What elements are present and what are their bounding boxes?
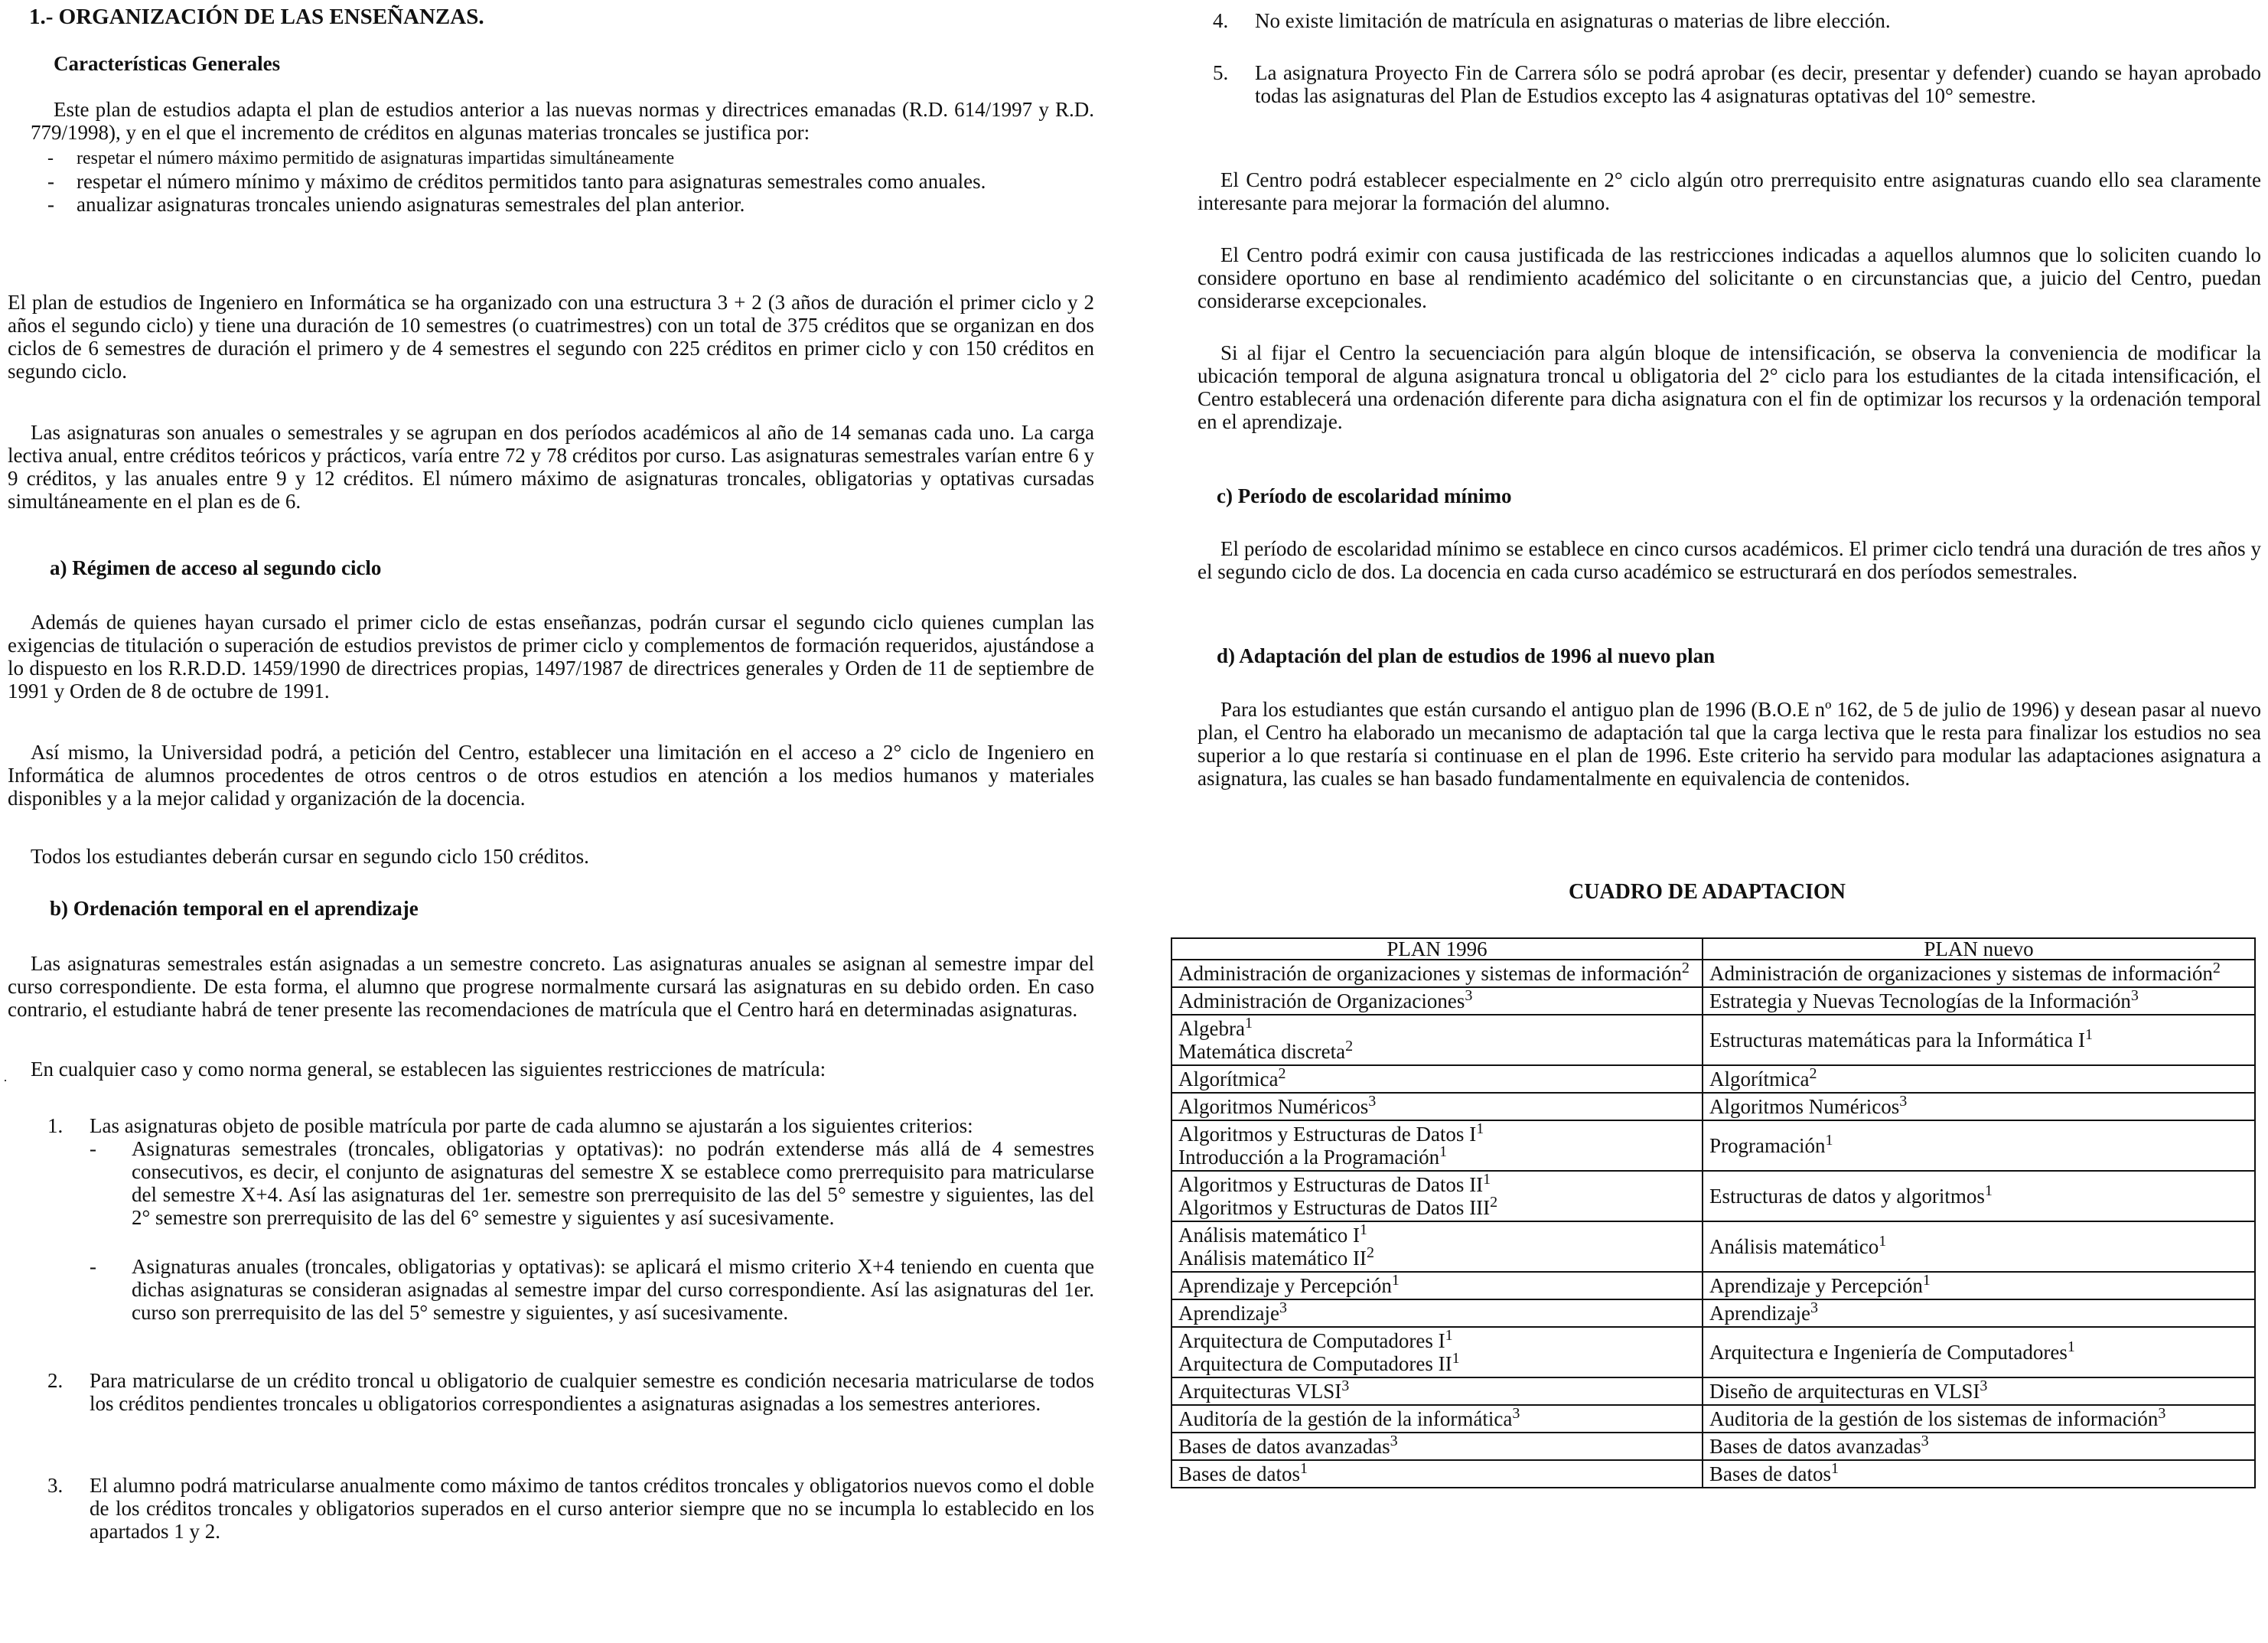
rule-text: No existe limitación de matrícula en asignaturas o materias de libre elección. — [1255, 9, 1891, 32]
column-header-old-plan: PLAN 1996 — [1171, 938, 1703, 960]
new-plan-cell — [1703, 1120, 2255, 1171]
scan-mark: · — [3, 1073, 8, 1088]
footnote-marker: 1 — [1445, 1327, 1453, 1344]
subject-entry — [1178, 1274, 1696, 1297]
rule-number: 5. — [1213, 61, 1229, 84]
subject-entry — [1178, 1196, 1696, 1219]
subject-name: Matemática discreta — [1178, 1040, 1346, 1063]
subject-entry — [1178, 1017, 1696, 1040]
old-plan-cell — [1171, 1171, 1703, 1221]
subject-entry — [1709, 1095, 2248, 1118]
temporal-paragraph-1: Las asignaturas semestrales están asignadas a un semestre concreto. Las asignaturas anuales se asignan al semestre impar del curso correspondiente. De esta forma, el alumno que progrese normalmente cursará las asignaturas en su debido orden. En caso contrario, el estudiante habrá de tener presente las recomendaciones de matrícula que el Centro hará en determinadas asignaturas. — [8, 952, 1094, 1021]
subject-entry — [1178, 1221, 1696, 1247]
subject-entry — [1178, 1120, 1696, 1146]
footnote-marker: 1 — [1830, 1460, 1839, 1477]
footnote-marker: 1 — [1984, 1182, 1993, 1199]
rule-text: Las asignaturas objeto de posible matrícula por parte de cada alumno se ajustarán a los siguientes criterios: — [90, 1114, 973, 1137]
new-plan-cell — [1703, 987, 2255, 1015]
subject-name: Introducción a la Programación — [1178, 1146, 1440, 1169]
temporal-heading: b) Ordenación temporal en el aprendizaje — [50, 897, 419, 920]
subject-name: Algorítmica — [1709, 1068, 1810, 1090]
rule-number: 4. — [1213, 9, 1229, 32]
subject-name: Algebra — [1178, 1017, 1245, 1040]
footnote-marker: 3 — [2158, 1405, 2166, 1422]
rule-item-2 — [47, 1369, 1094, 1415]
access-paragraph-3: Todos los estudiantes deberán cursar en segundo ciclo 150 créditos. — [31, 845, 589, 868]
footnote-marker: 1 — [1879, 1233, 1887, 1250]
subject-name: Administración de organizaciones y sistemas de información — [1178, 962, 1682, 985]
section-title: 1.- ORGANIZACIÓN DE LAS ENSEÑANZAS. — [29, 5, 484, 29]
access-paragraph-2: Así mismo, la Universidad podrá, a petición del Centro, establecer una limitación en el acceso a 2° ciclo de Ingeniero en Informática de alumnos procedentes de otros centros o de otros estudios en atención a los medios humanos y materiales disponibles y a la mejor calidad y organización de la docencia. — [8, 741, 1094, 810]
subject-name: Bases de datos — [1178, 1462, 1300, 1485]
general-heading: Características Generales — [54, 52, 281, 75]
subject-entry — [1709, 1235, 2248, 1258]
subject-name: Estrategia y Nuevas Tecnologías de la Información — [1709, 989, 2131, 1012]
subject-name: Arquitectura de Computadores II — [1178, 1352, 1452, 1375]
table-row — [1171, 1405, 2255, 1433]
subject-entry — [1178, 1244, 1696, 1270]
column-header-new-plan: PLAN nuevo — [1703, 938, 2255, 960]
table-row — [1171, 987, 2255, 1015]
table-title: CUADRO DE ADAPTACION — [1569, 880, 1846, 904]
rule-item-1 — [47, 1114, 1094, 1137]
subject-entry — [1178, 1095, 1696, 1118]
subject-name: Diseño de arquitecturas en VLSI — [1709, 1380, 1980, 1403]
new-plan-cell — [1703, 1065, 2255, 1093]
subject-entry — [1709, 1134, 2248, 1157]
subject-name: Algoritmos y Estructuras de Datos III — [1178, 1196, 1491, 1219]
list-item: - respetar el número máximo permitido de asignaturas impartidas simultáneamente — [31, 147, 1094, 170]
table-row — [1171, 1093, 2255, 1120]
footnote-marker: 3 — [1512, 1405, 1520, 1422]
subjects-paragraph: Las asignaturas son anuales o semestrales y se agrupan en dos períodos académicos al año de 14 semanas cada uno. La carga lectiva anual, entre créditos teóricos y prácticos, varía entre 72 y 78 créditos por curso. Las asignaturas semestrales varían entre 6 y 9 créditos, y las anuales entre 9 y 12 créditos. El número máximo de asignaturas troncales, obligatorias y optativas cursadas simultáneamente en el plan es de 6. — [8, 421, 1094, 513]
table-row — [1171, 1272, 2255, 1299]
old-plan-cell — [1171, 1377, 1703, 1405]
adaptation-table — [1171, 937, 2256, 1488]
rule-subtext: Asignaturas semestrales (troncales, obligatorias y optativas): no podrán extenderse más allá de 4 semestres consecutivos, es decir, el conjunto de asignaturas del semestre X se establece como prerrequisito para matricularse del semestre X+4. Así las asignaturas del 1er. semestre son prerrequisito de las del 5° semestre y siguientes, las del 2° semestre son prerrequisito de las del 6° semestre y siguientes y así sucesivamente. — [132, 1137, 1094, 1229]
rule-item-4 — [1213, 9, 2261, 32]
subject-entry — [1178, 1143, 1696, 1169]
rule-text: El alumno podrá matricularse anualmente como máximo de tantos créditos troncales y obligatorios nuevos como el doble de los créditos troncales y obligatorios superados en el curso anterior siempre que no se incumpla lo establecido en los apartados 1 y 2. — [90, 1474, 1094, 1543]
footnote-marker: 3 — [1980, 1377, 1988, 1394]
footnote-marker: 3 — [1921, 1433, 1929, 1449]
subject-entry — [1178, 1435, 1696, 1458]
subject-entry — [1178, 1407, 1696, 1430]
footnote-marker: 2 — [1809, 1065, 1817, 1082]
rule-subitem-2: - Asignaturas anuales (troncales, obligatorias y optativas): se aplicará el mismo criterio X+4 teniendo en cuenta que dichas asignaturas se consideran asignadas al semestre impar del curso correspondiente. Así las asignaturas del 1er. curso son prerrequisito de las del 5° semestre y siguientes, y así sucesivamente. — [90, 1255, 1094, 1324]
subject-name: Programación — [1709, 1134, 1826, 1157]
subject-entry — [1709, 1026, 2248, 1051]
subject-entry — [1709, 1065, 2248, 1090]
footnote-marker: 3 — [1390, 1433, 1398, 1449]
rule-subitem-1: - Asignaturas semestrales (troncales, obligatorias y optativas): no podrán extenderse más allá de 4 semestres consecutivos, es decir, el conjunto de asignaturas del semestre X se establece como prerrequisito para matricularse del semestre X+4. Así las asignaturas del 1er. semestre son prerrequisito de las del 5° semestre y siguientes, las del 2° semestre son prerrequisito de las del 6° semestre y siguientes y así sucesivamente. — [90, 1137, 1094, 1229]
footnote-marker: 1 — [2085, 1026, 2094, 1043]
subject-entry — [1178, 1065, 1696, 1090]
subject-name: Algoritmos y Estructuras de Datos II — [1178, 1173, 1484, 1196]
rule-number: 2. — [47, 1369, 64, 1392]
footnote-marker: 3 — [1465, 987, 1473, 1004]
table-row — [1171, 1171, 2255, 1221]
footnote-marker: 1 — [1359, 1221, 1367, 1238]
rule-number: 3. — [47, 1474, 64, 1497]
subject-entry — [1709, 1274, 2248, 1297]
table-row — [1171, 1221, 2255, 1272]
rule-number: 1. — [47, 1114, 64, 1137]
intro-paragraph: Este plan de estudios adapta el plan de estudios anterior a las nuevas normas y directrices emanadas (R.D. 614/1997 y R.D. 779/1998), y en el que el incremento de créditos en algunas materias troncales se justifica por: — [31, 98, 1094, 144]
subject-entry — [1178, 989, 1696, 1012]
new-plan-cell — [1703, 1015, 2255, 1065]
subject-name: Arquitectura e Ingeniería de Computadores — [1709, 1341, 2068, 1364]
new-plan-cell — [1703, 1377, 2255, 1405]
table-row — [1171, 1433, 2255, 1460]
table-row — [1171, 1015, 2255, 1065]
new-plan-cell — [1703, 1272, 2255, 1299]
subject-name: Aprendizaje y Percepción — [1178, 1274, 1392, 1297]
subject-name: Algoritmos Numéricos — [1178, 1095, 1369, 1118]
subject-name: Algoritmos y Estructuras de Datos I — [1178, 1123, 1477, 1146]
subject-name: Administración de Organizaciones — [1178, 989, 1465, 1012]
footnote-marker: 1 — [1439, 1143, 1448, 1160]
rule-text: Para matricularse de un crédito troncal u obligatorio de cualquier semestre es condición necesaria matricularse de todos los créditos pendientes troncales u obligatorios correspondientes a asignaturas asignadas a los semestres anteriores. — [90, 1369, 1094, 1415]
footnote-marker: 2 — [1681, 960, 1690, 976]
subject-name: Análisis matemático — [1709, 1235, 1879, 1258]
subject-name: Administración de organizaciones y sistemas de información — [1709, 962, 2213, 985]
old-plan-cell — [1171, 1299, 1703, 1327]
adaptation-heading: d) Adaptación del plan de estudios de 1996 al nuevo plan — [1217, 644, 1716, 667]
table-row — [1171, 1120, 2255, 1171]
subject-name: Estructuras de datos y algoritmos — [1709, 1185, 1985, 1208]
new-plan-cell — [1703, 1171, 2255, 1221]
subject-name: Análisis matemático I — [1178, 1224, 1360, 1247]
subject-entry — [1178, 1040, 1696, 1063]
old-plan-cell — [1171, 1221, 1703, 1272]
subject-entry — [1178, 1329, 1696, 1352]
subject-entry — [1709, 1338, 2248, 1364]
old-plan-cell — [1171, 1015, 1703, 1065]
rule-subtext: Asignaturas anuales (troncales, obligatorias y optativas): se aplicará el mismo criterio X+4 teniendo en cuenta que dichas asignaturas se consideran asignadas al semestre impar del curso correspondiente. Así las asignaturas del 1er. curso son prerrequisito de las del 5° semestre y siguientes, y así sucesivamente. — [132, 1255, 1094, 1324]
list-item: - respetar el número mínimo y máximo de créditos permitidos tanto para asignaturas semestrales como anuales. — [31, 170, 1094, 193]
footnote-marker: 1 — [1483, 1171, 1491, 1188]
table-row — [1171, 1460, 2255, 1488]
old-plan-cell — [1171, 960, 1703, 987]
subject-entry — [1709, 1182, 2248, 1208]
plan-structure-paragraph: El plan de estudios de Ingeniero en Informática se ha organizado con una estructura 3 + 2 (3 años de duración el primer ciclo y 2 años el segundo ciclo) y tiene una duración de 10 semestres (o cuatrimestres) con un total de 375 créditos que se organizan en dos ciclos de 6 semestres de duración el primero y de 4 semestres el segundo con 225 créditos en primer ciclo y con 150 créditos en segundo ciclo. — [8, 291, 1094, 383]
subject-name: Arquitecturas VLSI — [1178, 1380, 1342, 1403]
subject-name: Algoritmos Numéricos — [1709, 1095, 1900, 1118]
subject-name: Análisis matemático II — [1178, 1247, 1367, 1270]
footnote-marker: 3 — [2130, 987, 2139, 1004]
old-plan-cell — [1171, 1405, 1703, 1433]
min-period-paragraph: El período de escolaridad mínimo se establece en cinco cursos académicos. El primer ciclo tendrá una duración de tres años y el segundo ciclo de dos. La docencia en cada curso académico se estructurará en dos períodos semestrales. — [1198, 537, 2261, 583]
old-plan-cell — [1171, 1433, 1703, 1460]
footnote-marker: 1 — [2067, 1338, 2075, 1355]
min-period-heading: c) Período de escolaridad mínimo — [1217, 484, 1512, 507]
new-plan-cell — [1703, 1299, 2255, 1327]
subject-name: Arquitectura de Computadores I — [1178, 1329, 1445, 1352]
new-plan-cell — [1703, 1433, 2255, 1460]
subject-entry — [1178, 1352, 1696, 1375]
justification-list — [31, 147, 1094, 216]
rule-text: La asignatura Proyecto Fin de Carrera sólo se podrá aprobar (es decir, presentar y defender) cuando se hayan aprobado todas las asignaturas del Plan de Estudios excepto las 4 asignaturas optativas del 10° semestre. — [1255, 61, 2261, 107]
access-paragraph-1: Además de quienes hayan cursado el primer ciclo de estas enseñanzas, podrán cursar el segundo ciclo quienes cumplan las exigencias de titulación o superación de estudios previstos de primer ciclo y complementos de formación requeridos, ajustándose a lo dispuesto en los R.R.D.D. 1459/1990 de directrices propias, 1497/1987 de directrices generales y Orden de 11 de septiembre de 1991 y Orden de 8 de octubre de 1991. — [8, 611, 1094, 703]
subject-entry — [1709, 962, 2248, 985]
footnote-marker: 1 — [1922, 1272, 1931, 1289]
subject-entry — [1178, 1173, 1696, 1196]
old-plan-cell — [1171, 1065, 1703, 1093]
footnote-marker: 1 — [1299, 1460, 1308, 1477]
exemption-paragraph: El Centro podrá eximir con causa justificada de las restricciones indicadas a aquellos alumnos que lo soliciten cuando lo considere oportuno en base al rendimiento académico del solicitante o en circunstancias que, a juicio del Centro, puedan considerarse excepcionales. — [1198, 243, 2261, 312]
subject-name: Aprendizaje y Percepción — [1709, 1274, 1923, 1297]
old-plan-cell — [1171, 1093, 1703, 1120]
table-row — [1171, 1299, 2255, 1327]
footnote-marker: 2 — [1345, 1038, 1354, 1055]
subject-entry — [1709, 1377, 2248, 1403]
footnote-marker: 3 — [1810, 1299, 1818, 1316]
footnote-marker: 3 — [1279, 1299, 1287, 1316]
old-plan-cell — [1171, 987, 1703, 1015]
new-plan-cell — [1703, 1221, 2255, 1272]
footnote-marker: 3 — [1368, 1093, 1377, 1110]
footnote-marker: 1 — [1391, 1272, 1400, 1289]
table-row — [1171, 1377, 2255, 1405]
table-row — [1171, 1065, 2255, 1093]
access-heading: a) Régimen de acceso al segundo ciclo — [50, 556, 382, 579]
new-plan-cell — [1703, 1327, 2255, 1377]
table-row — [1171, 1327, 2255, 1377]
footnote-marker: 2 — [1366, 1244, 1374, 1261]
old-plan-cell — [1171, 1327, 1703, 1377]
temporal-paragraph-2: En cualquier caso y como norma general, se establecen las siguientes restricciones de matrícula: — [31, 1058, 826, 1081]
subject-name: Algorítmica — [1178, 1068, 1279, 1090]
new-plan-cell — [1703, 1460, 2255, 1488]
rule-item-5 — [1213, 61, 2261, 107]
sequencing-paragraph: Si al fijar el Centro la secuenciación para algún bloque de intensificación, se observa la conveniencia de modificar la ubicación temporal de alguna asignatura troncal u obligatoria del 2° ciclo para los estudiantes de la citada intensificación, el Centro establecerá una ordenación diferente para dicha asignatura con el fin de optimizar los recursos y la ordenación temporal en el aprendizaje. — [1198, 341, 2261, 433]
subject-entry — [1709, 1435, 2248, 1458]
old-plan-cell — [1171, 1120, 1703, 1171]
new-plan-cell — [1703, 1093, 2255, 1120]
footnote-marker: 2 — [1278, 1065, 1286, 1082]
table-row — [1171, 960, 2255, 987]
subject-entry — [1178, 962, 1696, 985]
adaptation-paragraph: Para los estudiantes que están cursando el antiguo plan de 1996 (B.O.E nº 162, de 5 de julio de 1996) y desean pasar al nuevo plan, el Centro ha elaborado un mecanismo de adaptación tal que la carga lectiva que le resta para finalizar los estudios no sea superior a lo que restaría si continuase en el plan de 1996. Este criterio ha servido para modular las adaptaciones asignatura a asignatura, las cuales se han basado fundamentalmente en equivalencia de contenidos. — [1198, 698, 2261, 790]
old-plan-cell — [1171, 1272, 1703, 1299]
subject-entry — [1178, 1462, 1696, 1485]
subject-name: Auditoría de la gestión de la informática — [1178, 1407, 1513, 1430]
subject-entry — [1709, 989, 2248, 1012]
subject-name: Auditoria de la gestión de los sistemas de información — [1709, 1407, 2159, 1430]
old-plan-cell — [1171, 1460, 1703, 1488]
list-item: - anualizar asignaturas troncales uniendo asignaturas semestrales del plan anterior. — [31, 193, 1094, 216]
footnote-marker: 1 — [1244, 1015, 1253, 1032]
subject-name: Aprendizaje — [1709, 1302, 1810, 1325]
footnote-marker: 2 — [2212, 960, 2221, 976]
table-header-row — [1171, 938, 2255, 960]
subject-name: Bases de datos — [1709, 1462, 1831, 1485]
subject-entry — [1709, 1462, 2248, 1485]
subject-entry — [1178, 1377, 1696, 1403]
footnote-marker: 1 — [1452, 1350, 1460, 1367]
new-plan-cell — [1703, 960, 2255, 987]
footnote-marker: 3 — [1341, 1377, 1350, 1394]
subject-name: Bases de datos avanzadas — [1178, 1435, 1390, 1458]
prerequisite-paragraph: El Centro podrá establecer especialmente en 2° ciclo algún otro prerrequisito entre asignaturas cuando ello sea claramente interesante para mejorar la formación del alumno. — [1198, 168, 2261, 214]
footnote-marker: 1 — [1825, 1132, 1833, 1149]
subject-name: Estructuras matemáticas para la Informática I — [1709, 1029, 2086, 1051]
footnote-marker: 3 — [1899, 1093, 1908, 1110]
subject-entry — [1709, 1407, 2248, 1430]
subject-name: Bases de datos avanzadas — [1709, 1435, 1921, 1458]
subject-entry — [1709, 1299, 2248, 1325]
footnote-marker: 1 — [1476, 1120, 1484, 1137]
footnote-marker: 2 — [1490, 1194, 1498, 1211]
subject-entry — [1178, 1299, 1696, 1325]
new-plan-cell — [1703, 1405, 2255, 1433]
rule-item-3 — [47, 1474, 1094, 1543]
subject-name: Aprendizaje — [1178, 1302, 1279, 1325]
